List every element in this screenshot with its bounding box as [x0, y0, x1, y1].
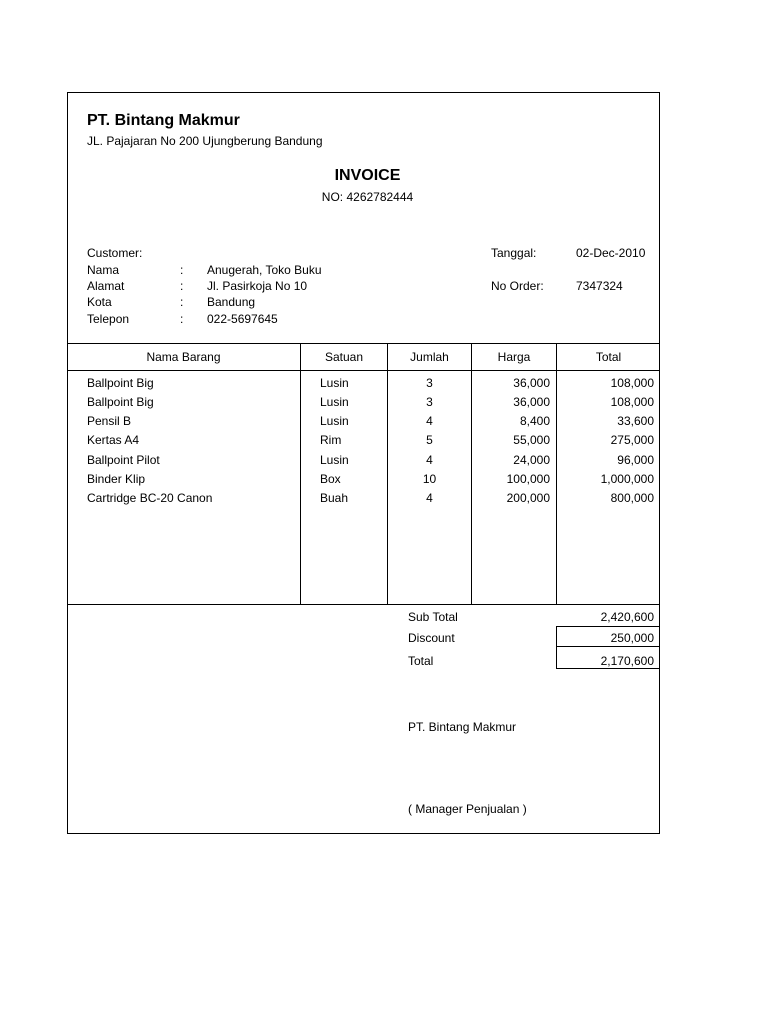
order-label: No Order:: [491, 279, 544, 293]
item-total: 800,000: [610, 491, 654, 505]
item-total: 275,000: [610, 433, 654, 447]
header-nama-barang: Nama Barang: [146, 350, 221, 364]
item-price: 36,000: [513, 395, 550, 409]
header-harga: Harga: [497, 350, 531, 364]
item-name: Pensil B: [87, 414, 132, 428]
item-name: Binder Klip: [87, 472, 146, 486]
date-label: Tanggal:: [491, 246, 537, 260]
customer-name-label: Nama: [87, 263, 120, 277]
item-qty: 4: [426, 453, 433, 467]
customer-phone-label: Telepon: [87, 312, 130, 326]
item-total: 108,000: [610, 376, 654, 390]
item-qty: 10: [422, 472, 437, 486]
customer-address-value: Jl. Pasirkoja No 10: [207, 279, 308, 293]
discount-box-top: [556, 626, 660, 627]
item-total: 96,000: [617, 453, 654, 467]
item-qty: 4: [426, 414, 433, 428]
item-unit: Lusin: [320, 453, 349, 467]
table-bottom-border: [67, 604, 660, 605]
item-unit: Lusin: [320, 414, 349, 428]
item-name: Cartridge BC-20 Canon: [87, 491, 213, 505]
item-name: Ballpoint Big: [87, 376, 154, 390]
customer-address-colon: :: [180, 279, 184, 293]
discount-label: Discount: [408, 631, 455, 645]
customer-heading: Customer:: [87, 246, 143, 260]
item-price: 8,400: [519, 414, 550, 428]
discount-value: 250,000: [610, 631, 654, 645]
item-unit: Buah: [320, 491, 349, 505]
discount-box-bottom: [556, 646, 660, 647]
item-price: 55,000: [513, 433, 550, 447]
customer-address-label: Alamat: [87, 279, 125, 293]
item-unit: Rim: [320, 433, 342, 447]
item-name: Ballpoint Big: [87, 395, 154, 409]
total-value: 2,170,600: [600, 654, 654, 668]
subtotal-label: Sub Total: [408, 610, 458, 624]
customer-phone-value: 022-5697645: [207, 312, 278, 326]
order-value: 7347324: [576, 279, 623, 293]
item-price: 200,000: [506, 491, 550, 505]
customer-city-label: Kota: [87, 295, 112, 309]
item-total: 108,000: [610, 395, 654, 409]
total-box-bottom: [556, 668, 660, 669]
signature-role: ( Manager Penjualan ): [408, 802, 527, 816]
header-satuan: Satuan: [324, 350, 364, 364]
date-value: 02-Dec-2010: [576, 246, 646, 260]
customer-city-colon: :: [180, 295, 184, 309]
item-qty: 5: [426, 433, 433, 447]
item-total: 33,600: [617, 414, 654, 428]
table-top-border: [67, 343, 660, 344]
item-price: 24,000: [513, 453, 550, 467]
item-unit: Lusin: [320, 395, 349, 409]
table-header-border: [67, 370, 660, 371]
customer-phone-colon: :: [180, 312, 184, 326]
customer-city-value: Bandung: [207, 295, 256, 309]
signature-company: PT. Bintang Makmur: [408, 720, 517, 734]
item-qty: 3: [426, 376, 433, 390]
invoice-number: NO: 4262782444: [321, 190, 414, 204]
table-divider-1: [300, 343, 301, 605]
item-name: Ballpoint Pilot: [87, 453, 160, 467]
item-unit: Box: [320, 472, 341, 486]
company-name: PT. Bintang Makmur: [87, 112, 240, 129]
customer-name-value: Anugerah, Toko Buku: [207, 263, 322, 277]
subtotal-value: 2,420,600: [600, 610, 654, 624]
item-name: Kertas A4: [87, 433, 140, 447]
header-jumlah: Jumlah: [410, 350, 449, 364]
item-qty: 3: [426, 395, 433, 409]
item-unit: Lusin: [320, 376, 349, 390]
header-total: Total: [595, 350, 622, 364]
invoice-title: INVOICE: [334, 167, 401, 184]
item-total: 1,000,000: [600, 472, 654, 486]
customer-name-colon: :: [180, 263, 184, 277]
total-label: Total: [408, 654, 434, 668]
company-address: JL. Pajajaran No 200 Ujungberung Bandung: [87, 134, 323, 148]
item-price: 36,000: [513, 376, 550, 390]
item-qty: 4: [426, 491, 433, 505]
item-price: 100,000: [506, 472, 550, 486]
